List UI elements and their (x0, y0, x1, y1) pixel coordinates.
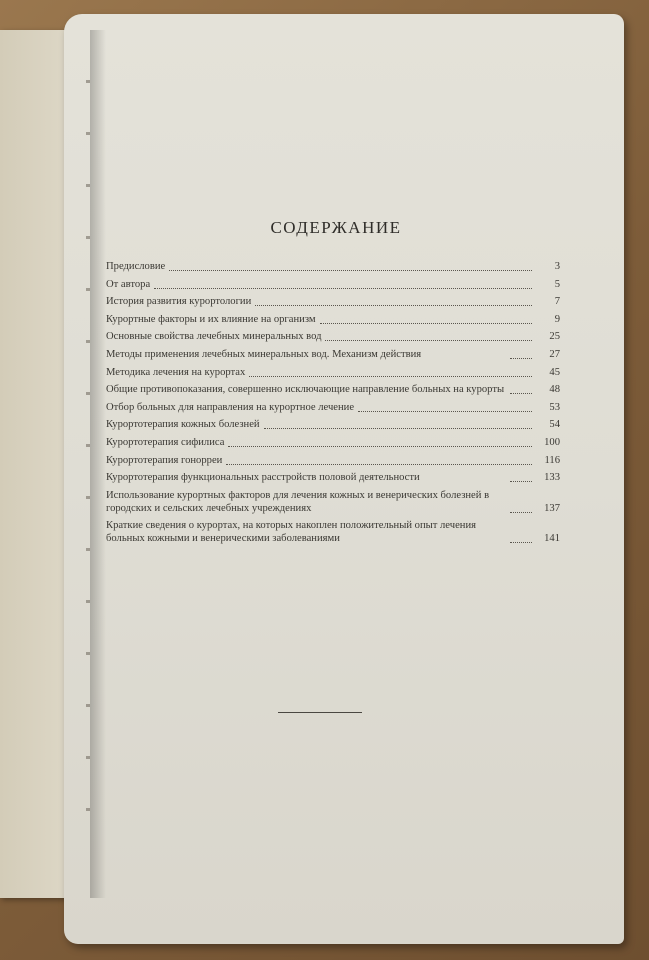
toc-entry-page: 54 (549, 419, 560, 431)
toc-list (106, 260, 560, 545)
toc-entry (106, 366, 560, 379)
toc-entry-page: 133 (544, 472, 560, 484)
toc-entry-title: Курортотерапия гонорреи (106, 454, 223, 466)
table-of-contents (106, 218, 560, 550)
toc-entry-page: 9 (554, 313, 560, 325)
toc-entry-title: Общие противопоказания, совершенно исключающие направление больных на курорты (106, 384, 505, 396)
toc-entry (106, 454, 560, 467)
toc-entry-page: 45 (549, 366, 560, 378)
dot-leader (154, 287, 532, 289)
toc-entry-title: Курортотерапия функциональных расстройств половой деятельности (106, 472, 420, 484)
toc-entry (106, 401, 560, 414)
toc-entry-title: Отбор больных для направления на курортное лечение (106, 401, 355, 413)
toc-entry (106, 313, 560, 326)
dot-leader (358, 410, 532, 412)
dot-leader (325, 339, 532, 341)
toc-entry-title: История развития курортологии (106, 296, 252, 308)
dot-leader (510, 511, 532, 513)
toc-entry-page: 48 (549, 384, 560, 396)
toc-entry-page: 141 (544, 533, 560, 545)
toc-entry (106, 260, 560, 273)
dot-leader (226, 463, 532, 465)
toc-entry-title: Курортные факторы и их влияние на организм (106, 313, 316, 325)
dot-leader (510, 480, 532, 482)
toc-entry-title: Методика лечения на курортах (106, 366, 246, 378)
toc-entry-title: Основные свойства лечебных минеральных вод (106, 331, 322, 343)
dot-leader (228, 445, 532, 447)
toc-title: СОДЕРЖАНИЕ (270, 218, 402, 237)
toc-entry-page: 27 (549, 348, 560, 360)
toc-entry-title: От автора (106, 278, 151, 290)
toc-entry-title: Курортотерапия кожных болезней (106, 419, 260, 431)
toc-entry-page: 3 (554, 261, 560, 272)
toc-entry (106, 418, 560, 431)
dot-leader (169, 269, 532, 271)
toc-entry-page: 25 (549, 331, 560, 343)
dot-leader (510, 392, 532, 394)
toc-entry-page: 7 (554, 296, 560, 308)
dot-leader (320, 322, 532, 324)
toc-entry (106, 436, 560, 449)
closing-rule (278, 712, 362, 713)
toc-entry (106, 348, 560, 361)
toc-entry (106, 330, 560, 343)
dot-leader (264, 427, 532, 429)
toc-entry-title: Курортотерапия сифилиса (106, 436, 225, 448)
dot-leader (255, 304, 532, 306)
toc-entry-title: Краткие сведения о курортах, на которых накоплен положительный опыт лечения больных кожными и венерическими заболеваниями (106, 520, 476, 545)
dot-leader (249, 375, 532, 377)
toc-entry-page: 137 (544, 502, 560, 514)
toc-entry-page: 100 (544, 436, 560, 448)
toc-entry (106, 519, 560, 545)
toc-entry (106, 489, 560, 515)
binding-stitches (86, 80, 90, 860)
toc-entry (106, 295, 560, 308)
toc-entry (106, 471, 560, 484)
dot-leader (510, 541, 532, 543)
toc-entry-title: Предисловие (106, 261, 166, 272)
toc-entry-page: 53 (549, 401, 560, 413)
toc-entry-title: Использование курортных факторов для лечения кожных и венерических болезней в городских и сельских лечебных учреждениях (106, 489, 490, 514)
toc-entry-page: 116 (544, 454, 560, 466)
toc-entry-page: 5 (554, 278, 560, 290)
toc-entry (106, 278, 560, 291)
dot-leader (510, 357, 532, 359)
toc-entry-title: Методы применения лечебных минеральных вод. Механизм действия (106, 348, 422, 360)
toc-entry (106, 383, 560, 396)
book-gutter (90, 30, 106, 898)
